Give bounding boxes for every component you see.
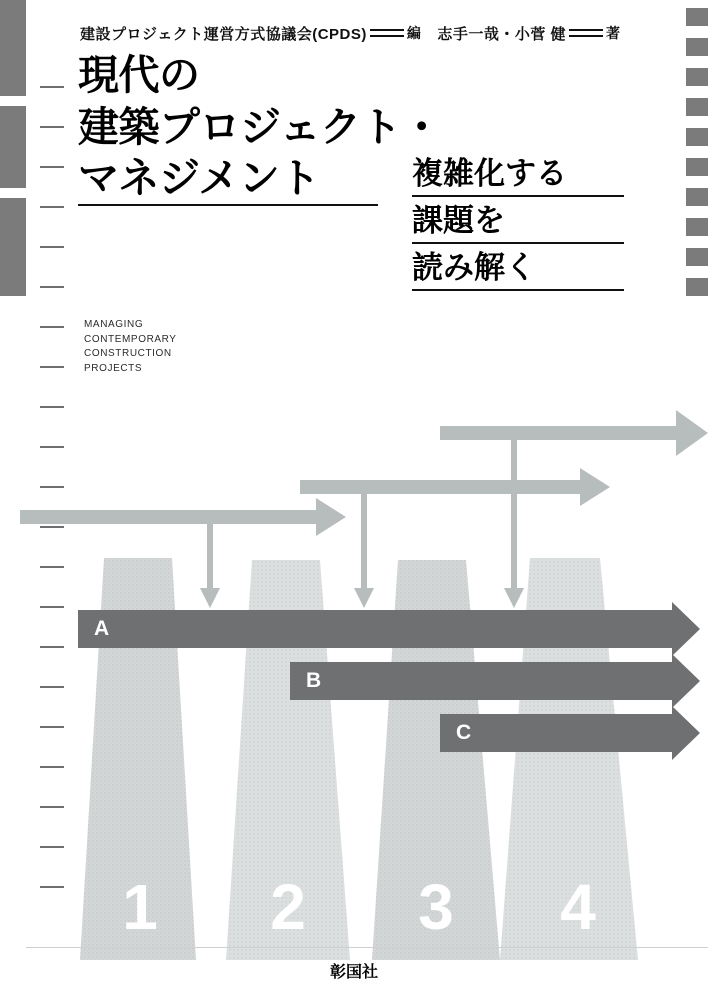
thin-arrow-3: [440, 410, 708, 456]
cone-number-3: 3: [418, 871, 454, 943]
spine-gap: [0, 188, 26, 198]
organization-name: 建設プロジェクト運営方式協議会(CPDS): [80, 25, 367, 43]
down-arrow-3: [504, 436, 524, 608]
cone-number-1: 1: [122, 871, 158, 943]
rule-icon: [569, 29, 603, 37]
english-line-4: PROJECTS: [84, 362, 143, 374]
publisher-name: 彰国社: [329, 964, 378, 981]
thin-arrow-2: [300, 468, 610, 506]
subtitle-line-1: 複雑化する: [412, 158, 624, 197]
title-line-1: 現代の: [78, 52, 200, 98]
band-label-c: C: [456, 721, 472, 744]
title-line-3: マネジメント: [78, 155, 320, 202]
band-label-b: B: [306, 669, 322, 692]
right-edge-marks: [686, 0, 708, 310]
credits-line: [80, 22, 678, 44]
band-b-shape: [290, 654, 700, 708]
band-a-shape: [78, 602, 700, 656]
book-subtitle: [412, 158, 624, 299]
cover-graphic: [0, 380, 708, 960]
organization-role: 編: [406, 25, 422, 41]
down-arrow-1: [200, 520, 220, 608]
title-line-2: 建築プロジェクト・: [78, 103, 442, 150]
english-subtitle: [84, 318, 177, 376]
down-arrow-2: [354, 490, 374, 608]
title-underline: [78, 204, 378, 206]
spine-gap: [0, 96, 26, 106]
band-c-shape: [440, 706, 700, 760]
english-line-3: CONSTRUCTION: [84, 348, 172, 359]
subtitle-line-3: 読み解く: [412, 252, 624, 291]
thin-arrow-1: [20, 498, 346, 536]
cone-number-2: 2: [270, 871, 306, 943]
book-title: [78, 50, 442, 205]
cone-number-4: 4: [560, 871, 596, 943]
author-names: 志手一哉・小菅 健: [437, 25, 567, 43]
band-label-a: A: [94, 617, 110, 640]
bottom-divider: [26, 947, 708, 948]
rule-icon: [370, 29, 404, 37]
english-line-1: MANAGING: [84, 319, 144, 330]
subtitle-line-2: 課題を: [412, 205, 624, 244]
english-line-2: CONTEMPORARY: [84, 333, 177, 345]
author-role: 著: [606, 25, 621, 41]
